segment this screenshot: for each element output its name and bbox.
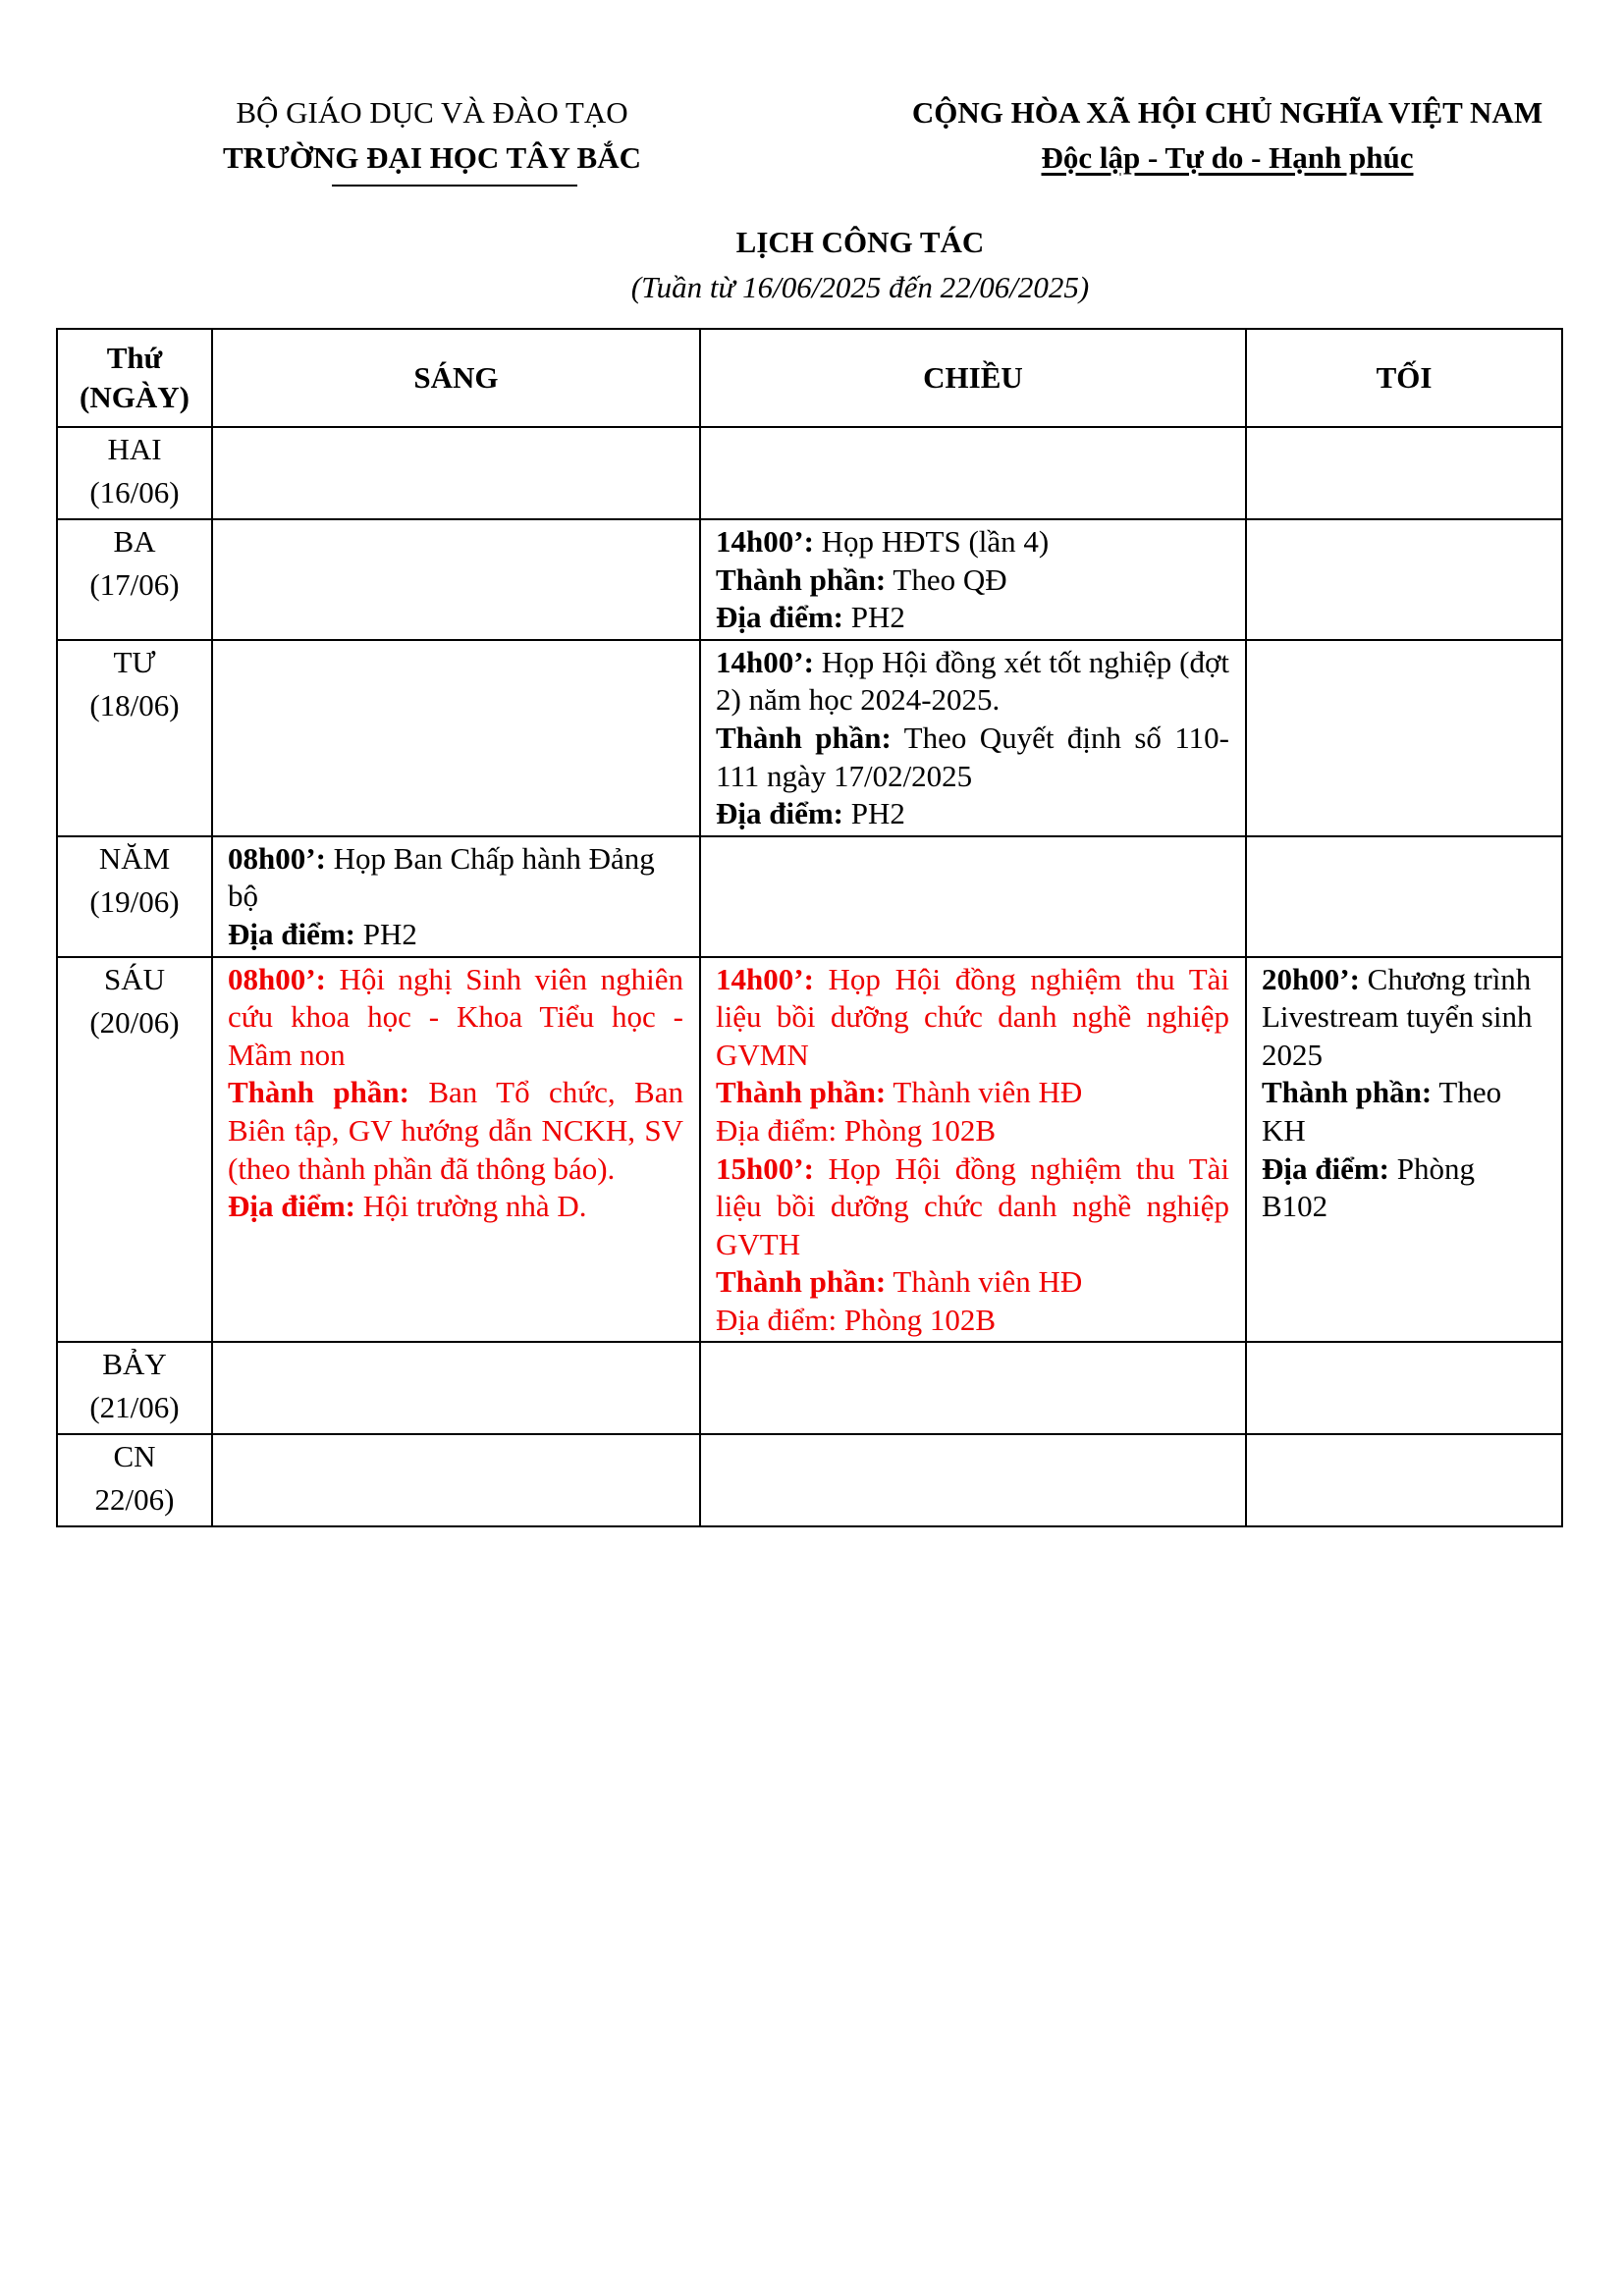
- national-title: CỘNG HÒA XÃ HỘI CHỦ NGHĨA VIỆT NAM: [911, 95, 1543, 130]
- evening-cell: [1246, 1434, 1562, 1526]
- afternoon-cell: [700, 836, 1246, 957]
- location-label: Địa điểm:: [228, 916, 356, 951]
- header-day: [57, 329, 212, 427]
- morning-cell: [212, 957, 700, 1343]
- morning-cell: [212, 519, 700, 640]
- evening-cell: [1246, 519, 1562, 640]
- event-title: Họp Hội đồng nghiệm thu Tài liệu bồi dưỡng chức danh nghề nghiệp GVMN: [716, 961, 1229, 1072]
- header-divider: [332, 185, 577, 187]
- national-motto: Độc lập - Tự do - Hạnh phúc: [1041, 140, 1414, 175]
- event-entry: [701, 520, 1245, 639]
- header-day-line1: Thứ: [106, 341, 163, 375]
- event-title: Họp Hội đồng xét tốt nghiệp (đợt 2) năm học 2024-2025.: [716, 644, 1229, 718]
- morning-cell: [212, 1342, 700, 1434]
- participants-label: Thành phần:: [716, 1264, 887, 1300]
- event-time: 08h00’:: [228, 961, 326, 996]
- evening-cell: [1246, 1342, 1562, 1434]
- location-value: Địa điểm: Phòng 102B: [716, 1112, 997, 1148]
- morning-cell: [212, 640, 700, 836]
- day-cell: [57, 1342, 212, 1434]
- participants-value: Thành viên HĐ: [886, 1075, 1083, 1110]
- header-day-line2: (NGÀY): [80, 380, 189, 414]
- location-value: PH2: [843, 796, 905, 831]
- location-value: Phòng B102: [1262, 1150, 1476, 1224]
- ministry-name: BỘ GIÁO DỤC VÀ ĐÀO TẠO: [236, 95, 628, 130]
- location-value: PH2: [843, 600, 905, 635]
- location-label: Địa điểm:: [716, 796, 844, 831]
- participants-value: Ban Tổ chức, Ban Biên tập, GV hướng dẫn NCKH, SV (theo thành phần đã thông báo).: [228, 1075, 683, 1186]
- afternoon-cell: [700, 1342, 1246, 1434]
- table-row: [57, 519, 1562, 640]
- participants-value: Theo KH: [1262, 1075, 1502, 1148]
- ministry-header: [157, 90, 707, 181]
- morning-cell: [212, 427, 700, 519]
- table-row: [57, 1434, 1562, 1526]
- day-date: (21/06): [89, 1390, 180, 1425]
- event-time: 20h00’:: [1262, 961, 1360, 996]
- table-row: [57, 1342, 1562, 1434]
- evening-cell: [1246, 640, 1562, 836]
- day-name: HAI: [107, 432, 162, 466]
- day-date: (16/06): [89, 475, 180, 509]
- event-time: 15h00’:: [716, 1150, 814, 1186]
- location-value: Hội trường nhà D.: [355, 1189, 587, 1224]
- participants-value: Theo QĐ: [886, 561, 1007, 597]
- participants-value: Theo Quyết định số 110-111 ngày 17/02/2025: [716, 720, 1229, 793]
- table-row: [57, 640, 1562, 836]
- header-morning: SÁNG: [212, 329, 700, 427]
- event-time: 14h00’:: [716, 961, 814, 996]
- participants-value: Thành viên HĐ: [886, 1264, 1083, 1300]
- day-name: NĂM: [98, 840, 171, 876]
- table-row: [57, 427, 1562, 519]
- day-date: (19/06): [89, 883, 180, 919]
- evening-cell: [1246, 427, 1562, 519]
- day-cell: [57, 640, 212, 836]
- day-cell: [57, 519, 212, 640]
- day-name: CN: [113, 1439, 156, 1474]
- page-title: LỊCH CÔNG TÁC: [735, 225, 985, 259]
- morning-cell: [212, 836, 700, 957]
- header-evening: TỐI: [1246, 329, 1562, 427]
- participants-label: Thành phần:: [716, 561, 887, 597]
- day-cell: [57, 836, 212, 957]
- day-name: TƯ: [113, 644, 156, 679]
- day-name: BẢY: [102, 1347, 167, 1382]
- participants-label: Thành phần:: [228, 1075, 409, 1110]
- national-header: [874, 90, 1581, 181]
- day-cell: [57, 957, 212, 1343]
- day-name: SÁU: [103, 961, 165, 996]
- day-date: 22/06): [94, 1482, 175, 1518]
- table-row: [57, 957, 1562, 1343]
- table-header-row: [57, 329, 1562, 427]
- event-title: Hội nghị Sinh viên nghiên cứu khoa học - Khoa Tiểu học - Mầm non: [228, 961, 683, 1072]
- day-name: BA: [113, 524, 156, 559]
- week-range: (Tuần từ 16/06/2025 đến 22/06/2025): [630, 270, 1090, 304]
- day-date: (17/06): [89, 567, 180, 602]
- event-entry: [213, 837, 699, 956]
- event-title: Chương trình Livestream tuyển sinh 2025: [1262, 961, 1533, 1072]
- afternoon-cell: [700, 1434, 1246, 1526]
- event-title: Họp HĐTS (lần 4): [813, 524, 1050, 559]
- event-time: 08h00’:: [228, 840, 326, 876]
- event-title: Họp Hội đồng nghiệm thu Tài liệu bồi dưỡng chức danh nghề nghiệp GVTH: [716, 1150, 1229, 1261]
- location-label: Địa điểm:: [716, 600, 844, 635]
- schedule-table: [56, 328, 1563, 1527]
- header-afternoon: CHIỀU: [700, 329, 1246, 427]
- afternoon-cell: [700, 427, 1246, 519]
- event-title: Họp Ban Chấp hành Đảng bộ: [228, 840, 655, 914]
- event-entry: [701, 641, 1245, 835]
- location-label: Địa điểm:: [228, 1189, 356, 1224]
- event-entry: [213, 958, 699, 1228]
- event-entry: [701, 958, 1245, 1342]
- event-time: 14h00’:: [716, 524, 814, 559]
- location-value: PH2: [355, 916, 417, 951]
- morning-cell: [212, 1434, 700, 1526]
- event-entry: [1247, 958, 1561, 1228]
- afternoon-cell: [700, 957, 1246, 1343]
- day-date: (18/06): [89, 687, 180, 722]
- day-date: (20/06): [89, 1004, 180, 1040]
- evening-cell: [1246, 836, 1562, 957]
- participants-label: Thành phần:: [716, 720, 892, 755]
- participants-label: Thành phần:: [716, 1075, 887, 1110]
- event-time: 14h00’:: [716, 644, 814, 679]
- day-cell: [57, 1434, 212, 1526]
- location-value: Địa điểm: Phòng 102B: [716, 1302, 997, 1337]
- afternoon-cell: [700, 519, 1246, 640]
- day-cell: [57, 427, 212, 519]
- afternoon-cell: [700, 640, 1246, 836]
- participants-label: Thành phần:: [1262, 1075, 1433, 1110]
- evening-cell: [1246, 957, 1562, 1343]
- table-row: [57, 836, 1562, 957]
- location-label: Địa điểm:: [1262, 1150, 1390, 1186]
- university-name: TRƯỜNG ĐẠI HỌC TÂY BẮC: [223, 140, 641, 175]
